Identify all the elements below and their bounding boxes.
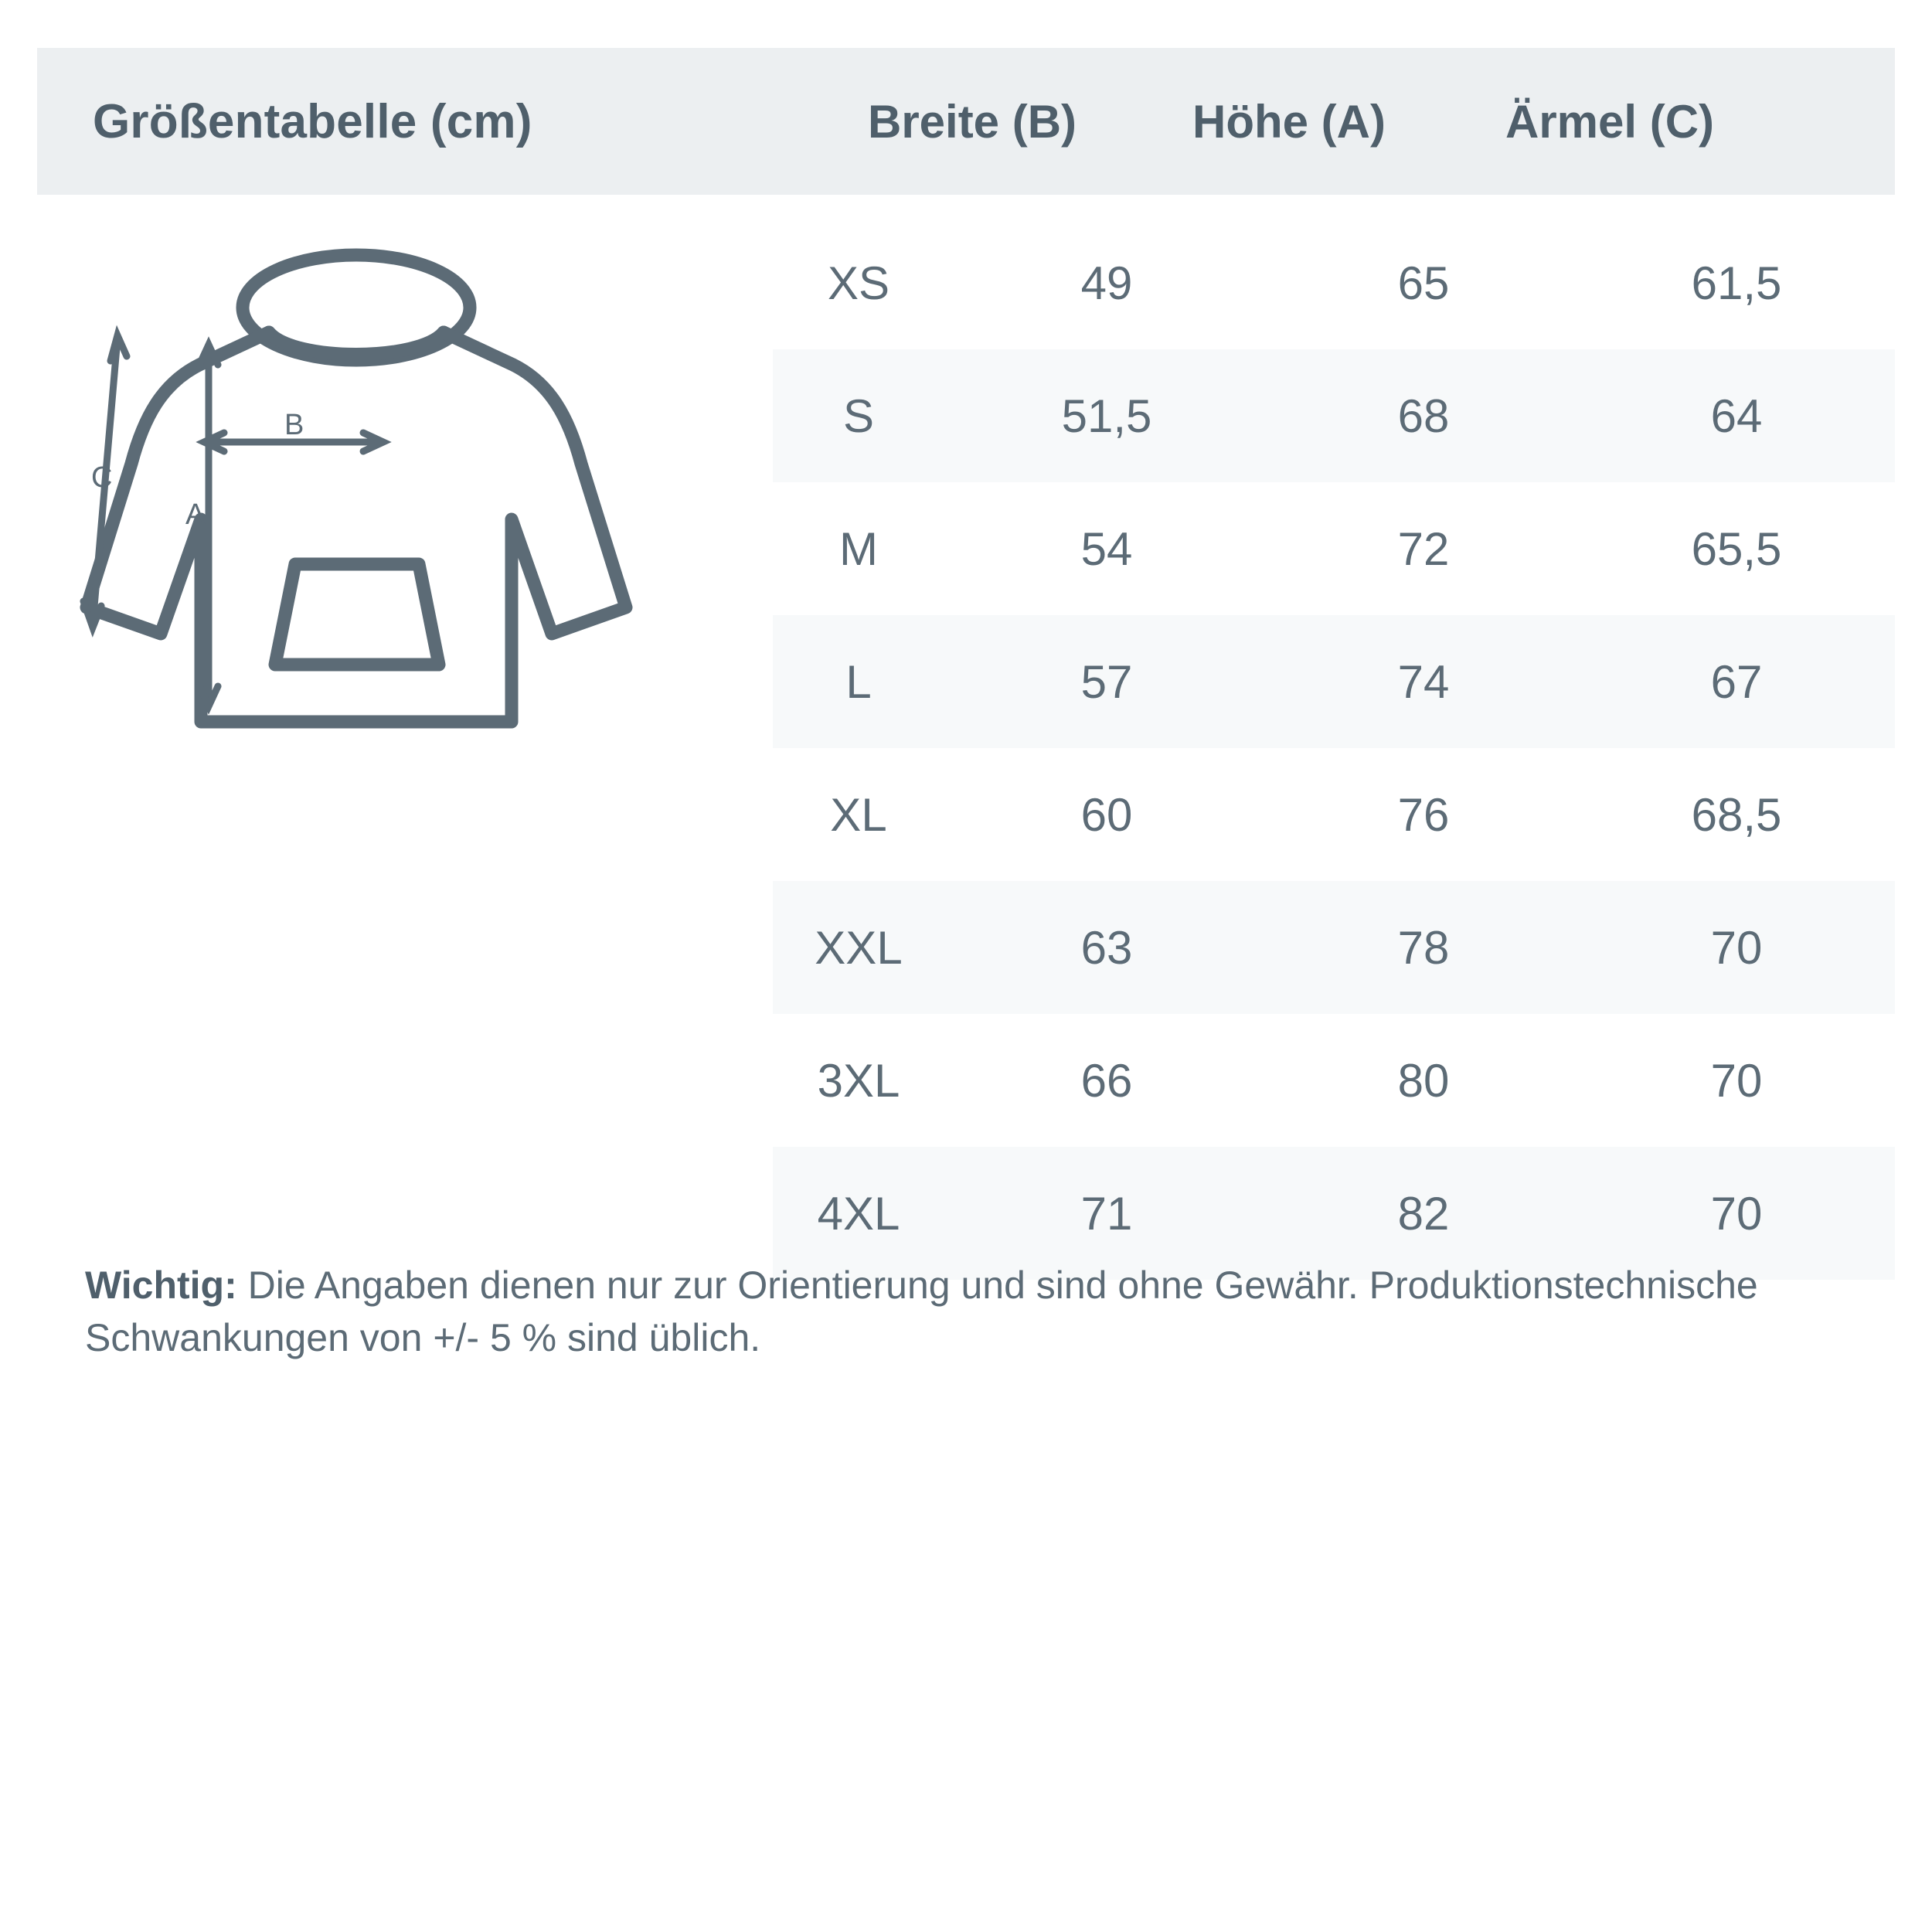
table-row (773, 349, 1895, 482)
cell-height: 76 (1397, 788, 1450, 841)
table-row (773, 1014, 1895, 1147)
disclaimer-label: Wichtig: (85, 1264, 237, 1307)
table-row (773, 615, 1895, 748)
cell-sleeve: 64 (1710, 389, 1763, 442)
table-row (773, 482, 1895, 615)
size-chart-header (37, 48, 1895, 195)
cell-sleeve: 70 (1710, 1054, 1763, 1107)
cell-size: 3XL (817, 1054, 900, 1107)
cell-width: 66 (1080, 1054, 1133, 1107)
cell-size: XXL (815, 921, 903, 974)
column-header-sleeve: Ärmel (C) (1505, 95, 1715, 148)
size-table (773, 216, 1895, 1280)
cell-size: 4XL (817, 1187, 900, 1240)
disclaimer-text: Die Angaben dienen nur zur Orientierung und sind ohne Gewähr. Produktionstechnische Schwankungen von +/- 5 % sind üblich. (85, 1264, 1758, 1359)
label-sleeve: C (91, 461, 113, 494)
column-header-height: Höhe (A) (1192, 95, 1386, 148)
label-width: B (284, 409, 304, 441)
label-height: A (185, 498, 206, 531)
cell-height: 78 (1397, 921, 1450, 974)
cell-height: 68 (1397, 389, 1450, 442)
cell-width: 57 (1080, 655, 1133, 708)
cell-size: XS (827, 257, 890, 309)
cell-sleeve: 67 (1710, 655, 1763, 708)
cell-size: L (845, 655, 872, 708)
cell-height: 82 (1397, 1187, 1450, 1240)
cell-width: 54 (1080, 522, 1133, 575)
table-row (773, 748, 1895, 881)
disclaimer (85, 1260, 1855, 1364)
table-row (773, 881, 1895, 1014)
cell-width: 51,5 (1061, 389, 1152, 442)
cell-width: 49 (1080, 257, 1133, 309)
cell-sleeve: 68,5 (1691, 788, 1782, 841)
cell-size: M (839, 522, 878, 575)
cell-sleeve: 70 (1710, 921, 1763, 974)
cell-height: 80 (1397, 1054, 1450, 1107)
cell-sleeve: 65,5 (1691, 522, 1782, 575)
cell-sleeve: 61,5 (1691, 257, 1782, 309)
cell-sleeve: 70 (1710, 1187, 1763, 1240)
cell-width: 60 (1080, 788, 1133, 841)
page-title: Größentabelle (cm) (93, 94, 532, 148)
cell-width: 63 (1080, 921, 1133, 974)
cell-height: 74 (1397, 655, 1450, 708)
cell-size: S (842, 389, 875, 442)
table-row (773, 216, 1895, 349)
column-headers (810, 48, 1895, 195)
hoodie-diagram (70, 232, 765, 819)
cell-size: XL (830, 788, 887, 841)
cell-height: 65 (1397, 257, 1450, 309)
column-header-width: Breite (B) (867, 95, 1077, 148)
cell-height: 72 (1397, 522, 1450, 575)
cell-width: 71 (1080, 1187, 1133, 1240)
